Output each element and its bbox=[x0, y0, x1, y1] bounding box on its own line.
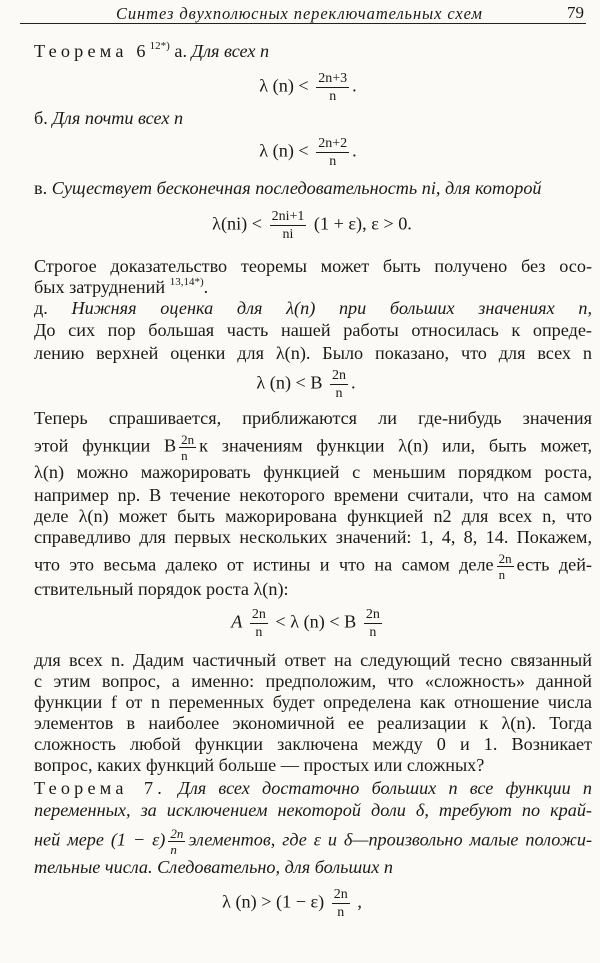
eq-a-fraction bbox=[316, 70, 349, 105]
paragraph1-refs: 13,14*) bbox=[169, 276, 204, 288]
eq-bounds-den1: n bbox=[255, 625, 263, 640]
theorem6-b bbox=[34, 107, 592, 131]
equation-v bbox=[12, 208, 600, 243]
theorem7-line3 bbox=[34, 826, 592, 857]
eq-a-tail: . bbox=[352, 75, 357, 96]
p2-frac1-num: 2n bbox=[181, 432, 195, 447]
eq-bounds-num1: 2n bbox=[251, 607, 266, 622]
equation-a bbox=[8, 70, 600, 105]
paragraph1-line2-text: бых затруднений bbox=[34, 277, 166, 297]
theorem6-v-prefix: в. bbox=[34, 178, 48, 198]
eq-a-denominator: n bbox=[329, 89, 337, 104]
theorem6-ref: 12*) bbox=[149, 40, 170, 52]
paragraph3-line2: с этим вопрос, а именно: предположим, что «сложность» данной bbox=[34, 671, 592, 691]
section-d-line2: лению верхней оценки для λ(n). Было показано, что для всех n bbox=[34, 343, 592, 363]
theorem7-l3b: элементов, где ε и δ—произвольно малые положи- bbox=[188, 829, 592, 850]
eq-lb-tail: , bbox=[357, 891, 362, 912]
paragraph3-line4: элементов в наиболее экономичной ее реализации к λ(n). Тогда bbox=[34, 713, 592, 733]
paragraph3-line5: сложность любой функции заключена между 0 и 1. Возникает bbox=[34, 734, 592, 754]
eq-d-lhs: λ (n) < B bbox=[256, 372, 323, 393]
eq-bounds-den2: n bbox=[369, 625, 377, 640]
eq-lb-numerator: 2n bbox=[333, 887, 348, 902]
theorem7-line1 bbox=[34, 777, 592, 801]
eq-b-numerator: 2n+2 bbox=[318, 136, 348, 151]
section-d-heading bbox=[34, 297, 592, 321]
theorem7-l3a: ней мере (1 − ε) bbox=[34, 829, 166, 850]
eq-bounds-fraction2 bbox=[364, 606, 382, 641]
theorem7-fraction bbox=[168, 826, 185, 857]
eq-lb-fraction bbox=[332, 886, 350, 921]
theorem6-label: Теорема 6 bbox=[34, 41, 150, 61]
eq-b-denominator: n bbox=[329, 154, 337, 169]
theorem6-a-prefix: а. bbox=[174, 41, 187, 61]
theorem6-v bbox=[34, 177, 592, 201]
running-header bbox=[0, 0, 600, 26]
theorem7-line2: переменных, за исключением некоторой доли δ, требуют по край- bbox=[34, 800, 592, 820]
t7-frac-num: 2n bbox=[170, 826, 184, 841]
eq-v-numerator: 2ni+1 bbox=[271, 209, 305, 224]
section-d-label: д. bbox=[34, 298, 48, 318]
theorem7-label: Теорема 7. bbox=[34, 778, 167, 798]
eq-b-tail: . bbox=[352, 140, 357, 161]
paragraph2-line8: ствительный порядок роста λ(n): bbox=[34, 579, 289, 599]
theorem6-a-text: Для всех n bbox=[191, 41, 270, 61]
section-d-title: Нижняя оценка для λ(n) при больших значениях n, bbox=[71, 298, 592, 318]
equation-bounds bbox=[8, 606, 600, 641]
theorem6-b-text: Для почти всех n bbox=[52, 108, 184, 128]
paragraph3-line1: для всех n. Дадим частичный ответ на следующий тесно связанный bbox=[34, 650, 592, 670]
paragraph2-l7b: есть дей- bbox=[516, 554, 592, 575]
theorem6-b-prefix: б. bbox=[34, 108, 48, 128]
eq-d-fraction bbox=[330, 367, 348, 402]
theorem6-v-text: Существует бесконечная последовательность ni, для которой bbox=[51, 178, 542, 198]
eq-bounds-a: A bbox=[231, 611, 243, 632]
p2-frac2-num: 2n bbox=[498, 551, 512, 566]
paragraph1-line2-end: . bbox=[203, 277, 209, 297]
page-number: 79 bbox=[567, 3, 584, 22]
eq-d-numerator: 2n bbox=[332, 368, 347, 383]
eq-a-lhs: λ (n) < bbox=[259, 75, 309, 96]
paragraph2-line3: λ(n) можно мажорировать функцией с меньшим порядком роста, bbox=[34, 462, 592, 482]
eq-d-tail: . bbox=[351, 372, 356, 393]
theorem7-l1: Для всех достаточно больших n все функции n bbox=[178, 778, 592, 798]
paragraph1-line1: Строгое доказательство теоремы может быть получено без осо- bbox=[34, 256, 592, 276]
t7-frac-den: n bbox=[170, 842, 177, 857]
paragraph2-line2 bbox=[34, 432, 592, 463]
eq-bounds-mid: < λ (n) < B bbox=[275, 611, 357, 632]
equation-lower-bound bbox=[0, 886, 592, 921]
theorem7-line4: тельные числа. Следовательно, для больших n bbox=[34, 857, 393, 877]
eq-v-denominator: ni bbox=[282, 227, 294, 242]
eq-lb-denominator: n bbox=[337, 905, 345, 920]
paragraph3-line6: вопрос, каких функций больше — простых или сложных? bbox=[34, 755, 485, 775]
eq-v-fraction bbox=[270, 208, 307, 243]
eq-v-tail: (1 + ε), ε > 0. bbox=[313, 213, 412, 234]
paragraph2-l2a: этой функции B bbox=[34, 435, 177, 456]
paragraph3-line3: функции f от n переменных будет определена как отношение числа bbox=[34, 692, 592, 712]
equation-b bbox=[8, 135, 600, 170]
p2-frac1-den: n bbox=[181, 448, 188, 463]
eq-lb-lhs: λ (n) > (1 − ε) bbox=[222, 891, 325, 912]
header-rule bbox=[20, 23, 586, 24]
paragraph2-fraction1 bbox=[179, 432, 196, 463]
eq-bounds-num2: 2n bbox=[365, 607, 380, 622]
paragraph2-l2b: к значениям функции λ(n) или, быть может, bbox=[199, 435, 593, 456]
eq-b-fraction bbox=[316, 135, 349, 170]
p2-frac2-den: n bbox=[498, 567, 506, 582]
eq-v-lhs: λ(ni) < bbox=[212, 213, 263, 234]
paragraph2-line6: справедливо для первых нескольких значений: 1, 4, 8, 14. Покажем, bbox=[34, 527, 592, 547]
eq-b-lhs: λ (n) < bbox=[259, 140, 309, 161]
paragraph2-l7a: что это весьма далеко от истины и что на самом деле bbox=[34, 554, 494, 575]
paragraph2-line5: деле λ(n) может быть мажорирована функцией n2 для всех n, что bbox=[34, 506, 592, 526]
section-d-line1: До сих пор большая часть нашей работы относилась к опреде- bbox=[34, 320, 592, 340]
eq-d-denominator: n bbox=[335, 386, 343, 401]
eq-bounds-fraction1 bbox=[250, 606, 268, 641]
header-title: Синтез двухполюсных переключательных схем bbox=[116, 4, 483, 23]
eq-a-numerator: 2n+3 bbox=[318, 71, 348, 86]
theorem6-statement bbox=[34, 40, 592, 64]
paragraph2-line4: например np. В течение некоторого времени считали, что на самом bbox=[34, 485, 592, 505]
equation-d bbox=[6, 367, 600, 402]
paragraph2-line1: Теперь спрашивается, приближаются ли где-нибудь значения bbox=[34, 408, 592, 428]
